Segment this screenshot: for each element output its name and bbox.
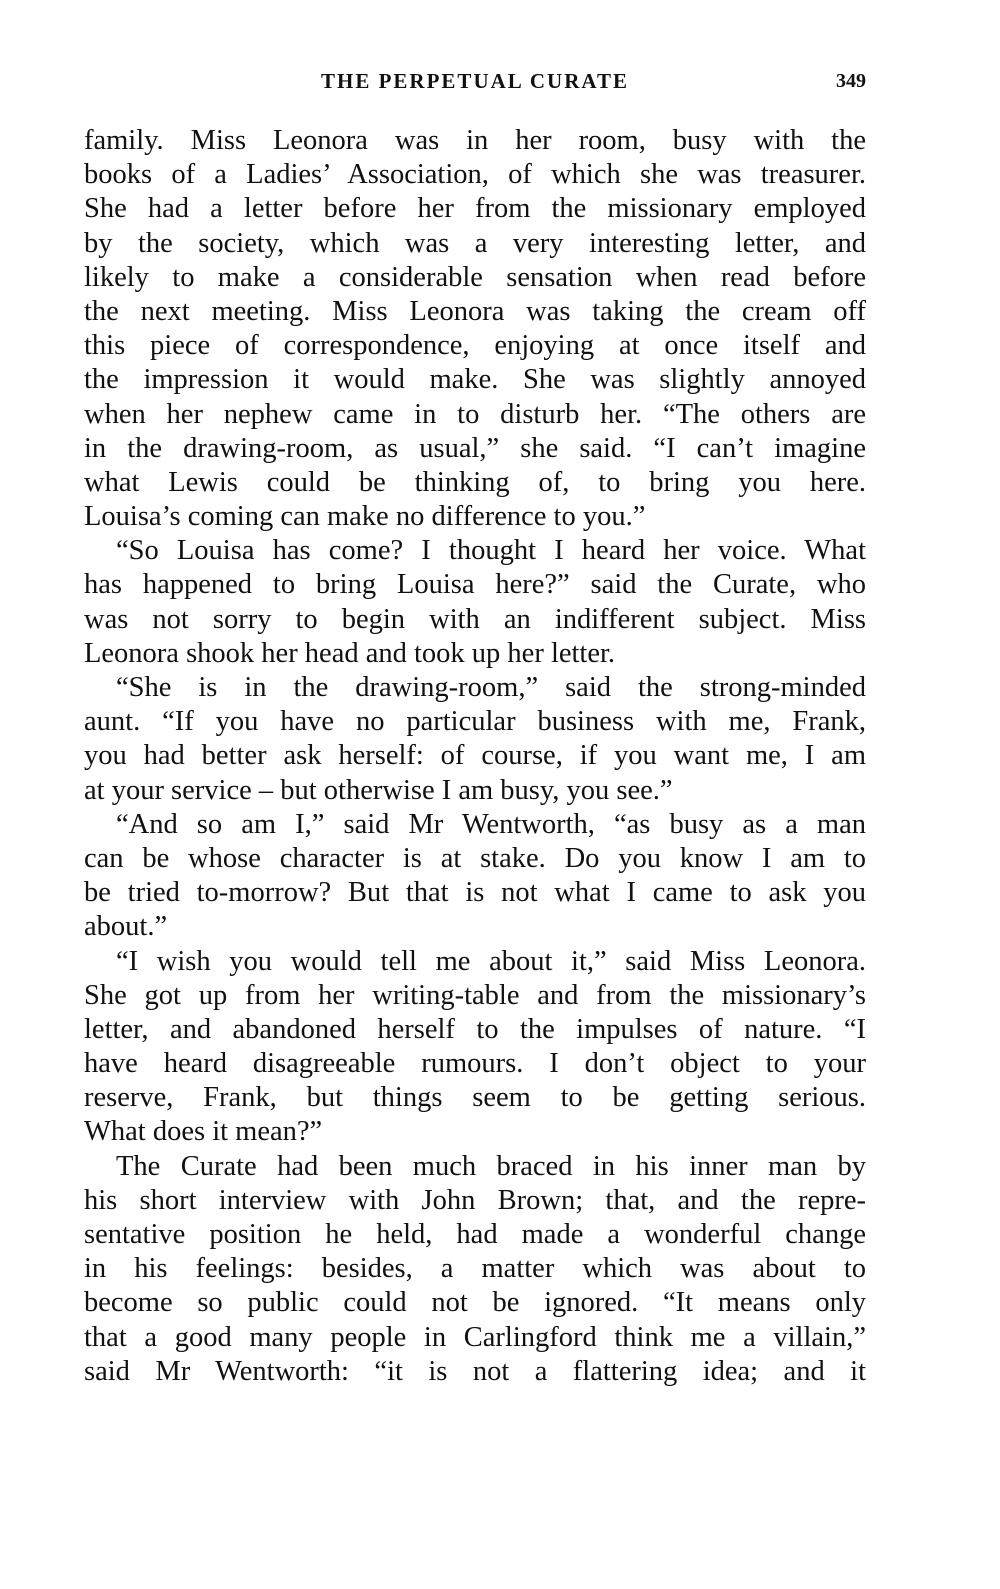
text-line: Louisa’s coming can make no difference to you.”	[84, 501, 646, 533]
text-line: reserve, Frank, but things seem to be getting serious.	[84, 1082, 866, 1114]
text-line: books of a Ladies’ Association, of which she was treasurer.	[84, 159, 866, 191]
text-line: “She is in the drawing-room,” said the strong-minded	[116, 672, 866, 703]
text-line: that a good many people in Carlingford think me a villain,”	[84, 1321, 866, 1353]
text-line: in his feelings: besides, a matter which was about to	[84, 1253, 866, 1285]
text-line: The Curate had been much braced in his inner man by	[116, 1150, 866, 1182]
text-line: at your service – but otherwise I am busy, you see.”	[84, 774, 673, 806]
text-line: you had better ask herself: of course, if you want me, I am	[84, 740, 866, 772]
text-line: “So Louisa has come? I thought I heard her voice. What	[116, 535, 866, 567]
page-number: 349	[836, 70, 866, 92]
text-line: said Mr Wentworth: “it is not a flattering idea; and it	[84, 1355, 866, 1387]
text-line: likely to make a considerable sensation when read before	[84, 261, 866, 293]
running-title: THE PERPETUAL CURATE	[321, 69, 629, 93]
body-text	[84, 124, 866, 1389]
text-line: family. Miss Leonora was in her room, busy with the	[84, 125, 866, 156]
text-line: can be whose character is at stake. Do you know I am to	[84, 842, 866, 874]
running-head	[84, 64, 866, 98]
text-line: this piece of correspondence, enjoying at once itself and	[84, 330, 866, 362]
text-line: aunt. “If you have no particular business with me, Frank,	[84, 706, 866, 738]
text-line: be tried to-morrow? But that is not what I came to ask you	[84, 877, 866, 909]
text-line: in the drawing-room, as usual,” she said. “I can’t imagine	[84, 432, 866, 464]
text-line: She got up from her writing-table and from the missionary’s	[84, 979, 866, 1011]
text-line: sentative position he held, had made a wonderful change	[84, 1219, 866, 1250]
text-line: his short interview with John Brown; that, and the repre-	[84, 1184, 866, 1216]
text-line: when her nephew came in to disturb her. “The others are	[84, 398, 866, 430]
text-line: was not sorry to begin with an indifferent subject. Miss	[84, 603, 866, 635]
text-line: have heard disagreeable rumours. I don’t object to your	[84, 1048, 866, 1080]
text-line: the next meeting. Miss Leonora was taking the cream off	[84, 295, 866, 327]
text-line: letter, and abandoned herself to the impulses of nature. “I	[84, 1013, 866, 1045]
text-line: what Lewis could be thinking of, to bring you here.	[84, 466, 866, 498]
text-line: has happened to bring Louisa here?” said the Curate, who	[84, 569, 866, 601]
text-line: by the society, which was a very interesting letter, and	[84, 227, 866, 259]
text-line: She had a letter before her from the missionary employed	[84, 193, 866, 225]
text-line: “I wish you would tell me about it,” said Miss Leonora.	[116, 945, 866, 977]
text-line: “And so am I,” said Mr Wentworth, “as busy as a man	[116, 808, 866, 840]
text-line: become so public could not be ignored. “It means only	[84, 1287, 866, 1319]
text-line: the impression it would make. She was slightly annoyed	[84, 364, 866, 396]
text-line: What does it mean?”	[84, 1116, 323, 1148]
text-line: about.”	[84, 911, 168, 943]
text-line: Leonora shook her head and took up her letter.	[84, 637, 616, 669]
